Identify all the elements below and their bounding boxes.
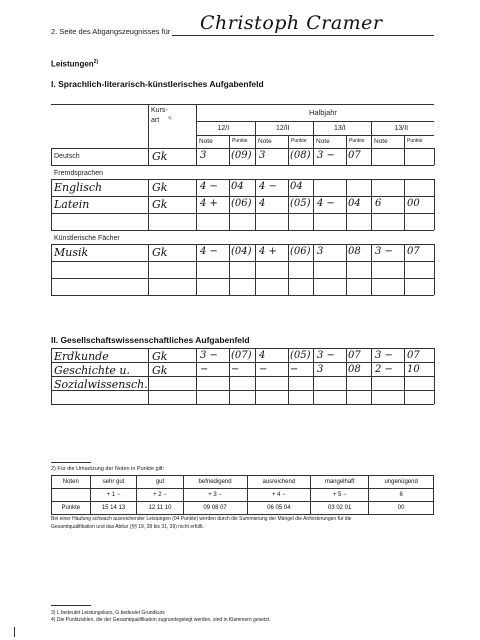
cell-border xyxy=(346,261,347,278)
row-border xyxy=(51,213,434,214)
cell-border xyxy=(51,148,52,165)
grade-punkte-cell: 12 11 10 xyxy=(137,502,183,515)
grade-header-cell: befriedigend xyxy=(183,476,247,489)
grade-header-cell: sehr gut xyxy=(90,476,137,489)
cell-border xyxy=(196,362,197,376)
cell-border xyxy=(371,362,372,376)
cell-border xyxy=(404,196,405,213)
field2-table xyxy=(51,348,434,408)
subject-name: Musik xyxy=(54,246,89,259)
row-border xyxy=(51,148,434,149)
grade-cell: 4 − xyxy=(317,198,335,209)
cell-border xyxy=(288,376,289,390)
grade-cell: 3 − xyxy=(317,150,335,161)
halbjahr-col-border xyxy=(196,121,197,148)
grade-cell: 3 − xyxy=(317,350,335,361)
grade-cell: (09) xyxy=(231,150,252,161)
grade-cell: 3 xyxy=(200,150,207,161)
cell-border xyxy=(313,196,314,213)
footnote-2-note-line2: Gesamtqualifikation und das Abitur (§§ 19, 28 bis 31, 39) nicht erfüllt. xyxy=(51,524,204,530)
cell-border xyxy=(51,278,52,295)
footnote-2-text: 2) Für die Umsetzung der Noten in Punkte gilt: xyxy=(51,466,165,472)
cell-border xyxy=(313,278,314,295)
grade-cell: (05) xyxy=(290,350,311,361)
cell-border xyxy=(346,362,347,376)
grade-cell: 4 + xyxy=(200,198,218,209)
cell-border xyxy=(346,213,347,230)
grade-cell: 08 xyxy=(348,364,361,375)
cell-border xyxy=(148,348,149,362)
cell-border xyxy=(196,148,197,165)
grade-header-cell: mangelhaft xyxy=(311,476,369,489)
cell-border xyxy=(313,244,314,261)
cell-border xyxy=(229,278,230,295)
cell-border xyxy=(371,278,372,295)
group-label: Künstlerische Fächer xyxy=(54,235,120,242)
cell-border xyxy=(148,196,149,213)
cell-border xyxy=(148,362,149,376)
cell-border xyxy=(371,244,372,261)
cell-border xyxy=(51,348,52,362)
group-label: Fremdsprachen xyxy=(54,170,104,177)
grade-cell: (06) xyxy=(290,246,311,257)
cell-border xyxy=(51,213,52,230)
grade-punkte-cell: 09 08 07 xyxy=(183,502,247,515)
grade-punkte-cell: 00 xyxy=(369,502,434,515)
cell-border xyxy=(288,213,289,230)
field1-table xyxy=(51,104,434,316)
cell-border xyxy=(288,261,289,278)
cell-border xyxy=(371,179,372,196)
page-caption: 2. Seite des Abgangszeugnisses für xyxy=(51,27,171,36)
student-name: Christoph Cramer xyxy=(200,12,383,34)
punkte-label: Punkte xyxy=(232,138,248,144)
kursart-left-border xyxy=(148,104,149,148)
kursart-value: Gk xyxy=(152,364,168,377)
cell-border xyxy=(51,261,52,278)
cell-border xyxy=(371,148,372,165)
cell-border xyxy=(313,376,314,390)
cell-border xyxy=(288,362,289,376)
cell-border xyxy=(434,148,435,165)
cell-border xyxy=(371,390,372,404)
cell-border xyxy=(229,348,230,362)
grade-cell: 2 − xyxy=(375,364,393,375)
cell-border xyxy=(404,244,405,261)
kursart-value: Gk xyxy=(152,181,168,194)
grade-scale-table xyxy=(51,475,434,515)
cell-border xyxy=(148,213,149,230)
subject-name: Erdkunde xyxy=(54,350,109,363)
cell-border xyxy=(148,261,149,278)
cell-border xyxy=(346,278,347,295)
subject-name: Latein xyxy=(54,198,90,211)
cell-border xyxy=(288,179,289,196)
cell-border xyxy=(288,244,289,261)
cell-border xyxy=(255,213,256,230)
cell-border xyxy=(229,244,230,261)
table-top-border xyxy=(51,104,434,105)
cell-border xyxy=(255,278,256,295)
kursart-value: Gk xyxy=(152,150,168,163)
grade-header-cell: ausreichend xyxy=(247,476,311,489)
grade-cell: 07 xyxy=(348,350,361,361)
table-bottom-border xyxy=(51,404,434,405)
grade-cell: 04 xyxy=(290,181,303,192)
grade-cell: − xyxy=(231,364,240,375)
row-border xyxy=(51,376,434,377)
subject-name: Englisch xyxy=(54,181,103,194)
notes-divider xyxy=(196,135,434,136)
grade-cell: 08 xyxy=(348,246,361,257)
punkte-label: Punkte xyxy=(407,138,423,144)
cell-border xyxy=(434,278,435,295)
field1-title: I. Sprachlich-literarisch-künstlerisches Aufgabenfeld xyxy=(51,79,264,89)
cell-border xyxy=(434,261,435,278)
cell-border xyxy=(288,148,289,165)
cell-border xyxy=(434,213,435,230)
cell-border xyxy=(148,244,149,261)
cell-border xyxy=(229,179,230,196)
cell-border xyxy=(51,362,52,376)
cell-border xyxy=(255,244,256,261)
note-punkte-divider xyxy=(404,135,405,148)
row-border xyxy=(51,230,434,231)
grade-cell: (08) xyxy=(290,150,311,161)
grade-cell: 4 xyxy=(259,198,266,209)
grade-sign-cell xyxy=(52,489,91,502)
cell-border xyxy=(229,390,230,404)
cell-border xyxy=(51,244,52,261)
footnote-rule-2 xyxy=(51,605,91,606)
cell-border xyxy=(255,376,256,390)
grade-cell: 3 xyxy=(259,150,266,161)
cell-border xyxy=(196,278,197,295)
cell-border xyxy=(313,213,314,230)
cell-border xyxy=(148,278,149,295)
note-label: Note xyxy=(258,138,272,145)
cell-border xyxy=(148,390,149,404)
row-border xyxy=(51,179,434,180)
table-bottom-border xyxy=(51,295,434,296)
grade-sign-cell: + 2 − xyxy=(137,489,183,502)
cell-border xyxy=(288,390,289,404)
grade-cell: (04) xyxy=(231,246,252,257)
grade-cell: 4 xyxy=(259,350,266,361)
cell-border xyxy=(255,179,256,196)
row-border xyxy=(51,348,434,349)
cell-border xyxy=(404,213,405,230)
grade-sign-cell: + 4 − xyxy=(247,489,311,502)
grade-cell: 3 − xyxy=(375,246,393,257)
grade-cell: (05) xyxy=(290,198,311,209)
cell-border xyxy=(404,261,405,278)
grade-header-cell: Noten xyxy=(52,476,91,489)
grade-cell: 4 − xyxy=(200,181,218,192)
row-border xyxy=(51,196,434,197)
cell-border xyxy=(229,376,230,390)
cell-border xyxy=(51,196,52,213)
grade-cell: 07 xyxy=(407,246,420,257)
cell-border xyxy=(255,261,256,278)
cell-border xyxy=(434,348,435,362)
cell-border xyxy=(404,348,405,362)
cell-border xyxy=(371,196,372,213)
grade-cell: 3 xyxy=(317,246,324,257)
grade-cell: 4 − xyxy=(259,181,277,192)
row-border xyxy=(51,261,434,262)
cell-border xyxy=(346,196,347,213)
row-border xyxy=(51,362,434,363)
cell-border xyxy=(404,278,405,295)
cell-border xyxy=(288,196,289,213)
grade-sign-cell: 6 xyxy=(369,489,434,502)
halbjahr-0: 12/I xyxy=(217,125,230,132)
halbjahr-3: 13/II xyxy=(394,125,409,132)
halbjahr-label: Halbjahr xyxy=(309,108,337,117)
halbjahr-1: 12/II xyxy=(276,125,290,132)
subject-name: Geschichte u. xyxy=(54,364,130,377)
row-border xyxy=(51,390,434,391)
note-label: Note xyxy=(199,138,213,145)
grade-cell: 07 xyxy=(348,150,361,161)
cell-border xyxy=(229,261,230,278)
cell-border xyxy=(434,244,435,261)
grade-cell: 00 xyxy=(407,198,420,209)
cell-border xyxy=(229,196,230,213)
cell-border xyxy=(434,390,435,404)
cell-border xyxy=(229,148,230,165)
cell-border xyxy=(313,362,314,376)
cell-border xyxy=(196,244,197,261)
cell-border xyxy=(371,376,372,390)
cell-border xyxy=(148,179,149,196)
grade-header-cell: gut xyxy=(137,476,183,489)
cell-border xyxy=(404,148,405,165)
footnote-3: 3) L bedeutet Leistungskurs, G bedeutet Grundkurs xyxy=(51,610,165,616)
cell-border xyxy=(51,390,52,404)
grade-cell: − xyxy=(290,364,299,375)
grade-punkte-cell: 03 02 01 xyxy=(311,502,369,515)
cell-border xyxy=(196,390,197,404)
cell-border xyxy=(371,261,372,278)
cell-border xyxy=(196,196,197,213)
cell-border xyxy=(434,179,435,196)
cell-border xyxy=(346,244,347,261)
cell-border xyxy=(434,362,435,376)
grade-cell: 6 xyxy=(375,198,382,209)
cell-border xyxy=(371,213,372,230)
cell-border xyxy=(196,261,197,278)
row-border xyxy=(51,278,434,279)
grade-cell: 3 − xyxy=(375,350,393,361)
field2-title: II. Gesellschaftswissenschaftliches Aufgabenfeld xyxy=(51,335,250,345)
cell-border xyxy=(313,390,314,404)
note-punkte-divider xyxy=(346,135,347,148)
subject-name: Deutsch xyxy=(54,153,80,160)
cell-border xyxy=(255,362,256,376)
cell-border xyxy=(346,390,347,404)
halbjahr-col-border xyxy=(371,121,372,148)
halbjahr-col-border xyxy=(255,121,256,148)
cell-border xyxy=(255,196,256,213)
grade-cell: 4 + xyxy=(259,246,277,257)
punkte-label-cell: Punkte xyxy=(52,502,91,515)
kursart-label: Kurs- xyxy=(151,107,168,114)
cell-border xyxy=(313,148,314,165)
note-punkte-divider xyxy=(288,135,289,148)
grade-cell: 10 xyxy=(407,364,420,375)
grade-punkte-cell: 15 14 13 xyxy=(90,502,137,515)
cell-border xyxy=(255,390,256,404)
kursart-sup: 3) xyxy=(168,115,172,120)
grade-cell: (07) xyxy=(231,350,252,361)
cell-border xyxy=(404,376,405,390)
footnote-4: 4) Die Punktzahlen, die der Gesamtqualifikation zugrundegelegt werden, sind in Klammern gesetzt. xyxy=(51,617,271,623)
cell-border xyxy=(434,376,435,390)
cell-border xyxy=(51,179,52,196)
kursart-value: Gk xyxy=(152,350,168,363)
grade-cell: 4 − xyxy=(200,246,218,257)
note-label: Note xyxy=(374,138,388,145)
cell-border xyxy=(346,179,347,196)
cell-border xyxy=(196,179,197,196)
cell-border xyxy=(229,362,230,376)
row-border xyxy=(51,244,434,245)
cell-border xyxy=(404,179,405,196)
cell-border xyxy=(346,148,347,165)
cell-border xyxy=(434,196,435,213)
cell-border xyxy=(313,348,314,362)
cell-border xyxy=(196,348,197,362)
cell-border xyxy=(346,376,347,390)
grade-cell: 04 xyxy=(348,198,361,209)
cell-border xyxy=(404,390,405,404)
footnote-rule xyxy=(51,462,91,463)
grade-sign-cell: + 1 − xyxy=(90,489,137,502)
grade-cell: − xyxy=(200,364,209,375)
cell-border xyxy=(255,348,256,362)
section-title: Leistungen$^{2)}$ xyxy=(51,59,99,69)
grade-header-cell: ungenügend xyxy=(369,476,434,489)
row-border xyxy=(51,165,434,166)
cell-border xyxy=(288,348,289,362)
grade-cell: (06) xyxy=(231,198,252,209)
grade-cell: 07 xyxy=(407,350,420,361)
cell-border xyxy=(313,261,314,278)
footnote-2-note-line1: Bei einer Häufung schwach ausreichender Leistungen (04 Punkte) werden durch die Summierung der Mängel die Anforderungen für die xyxy=(51,516,352,522)
cell-border xyxy=(51,376,52,390)
cell-border xyxy=(288,278,289,295)
punkte-label: Punkte xyxy=(349,138,365,144)
note-punkte-divider xyxy=(229,135,230,148)
cell-border xyxy=(196,213,197,230)
grade-cell: 04 xyxy=(231,181,244,192)
cell-border xyxy=(196,376,197,390)
grade-sign-cell: + 5 − xyxy=(311,489,369,502)
cell-border xyxy=(229,213,230,230)
grade-cell: − xyxy=(259,364,268,375)
subject-name: Sozialwissensch. xyxy=(54,378,148,391)
note-label: Note xyxy=(316,138,330,145)
cell-border xyxy=(148,148,149,165)
halbjahr-col-border xyxy=(313,121,314,148)
grade-sign-cell: + 3 − xyxy=(183,489,247,502)
cell-border xyxy=(404,362,405,376)
name-underline xyxy=(172,35,434,36)
grade-cell: 3 − xyxy=(200,350,218,361)
kursart-label-2: art xyxy=(151,117,160,124)
cell-border xyxy=(313,179,314,196)
cell-border xyxy=(346,348,347,362)
kursart-value: Gk xyxy=(152,198,168,211)
grade-cell: 3 xyxy=(317,364,324,375)
punkte-label: Punkte xyxy=(291,138,307,144)
cell-border xyxy=(255,148,256,165)
cell-border xyxy=(371,348,372,362)
halbjahr-divider xyxy=(196,121,434,122)
grade-punkte-cell: 06 05 04 xyxy=(247,502,311,515)
kursart-value: Gk xyxy=(152,246,168,259)
margin-mark xyxy=(14,627,15,637)
cell-border xyxy=(148,376,149,390)
halbjahr-2: 13/I xyxy=(334,125,346,132)
